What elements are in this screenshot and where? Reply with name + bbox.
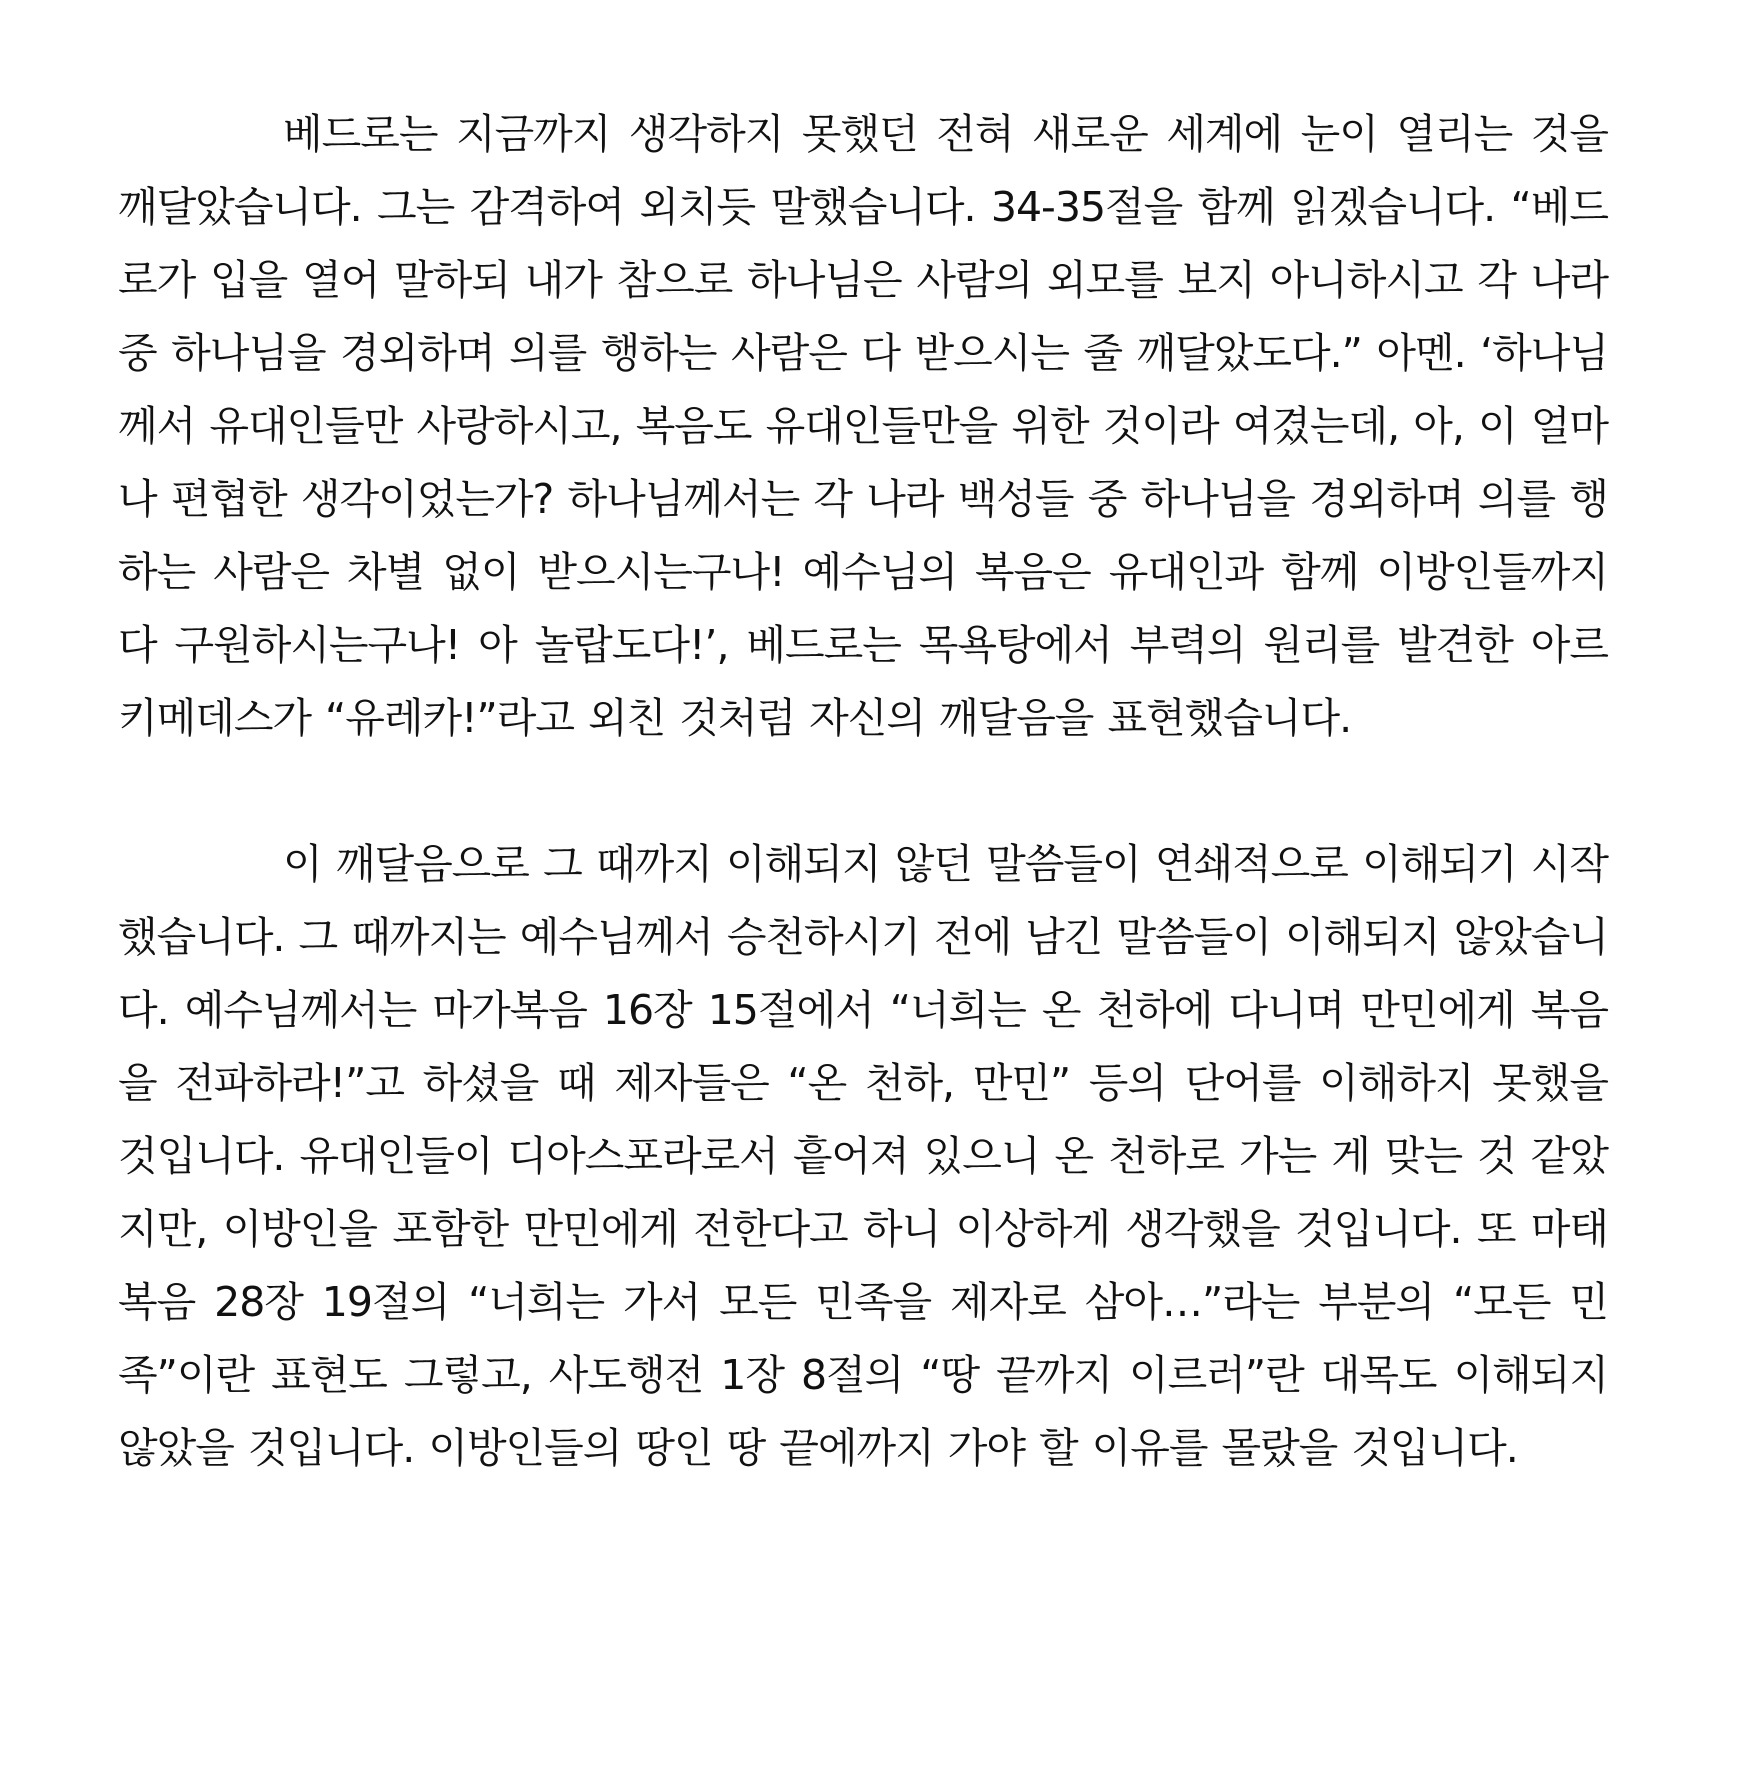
paragraph-1: 베드로는 지금까지 생각하지 못했던 전혀 새로운 세계에 눈이 열리는 것을 깨달았습니다. 그는 감격하여 외치듯 말했습니다. 34-35절을 함께 읽겠습니다. “베드로가 입을 열어 말하되 내가 참으로 하나님은 사람의 외모를 보지 아니하시고 각 나라 중 하나님을 경외하며 의를 행하는 사람은 다 받으시는 줄 깨달았도다.” 아멘. ‘하나님께서 유대인들만 사랑하시고, 복음도 유대인들만을 위한 것이라 여겼는데, 아, 이 얼마나 편협한 생각이었는가? 하나님께서는 각 나라 백성들 중 하나님을 경외하며 의를 행하는 사람은 차별 없이 받으시는구나! 예수님의 복음은 유대인과 함께 이방인들까지 다 구원하시는구나! 아 놀랍도다!’, 베드로는 목욕탕에서 부력의 원리를 발견한 아르키메데스가 “유레카!”라고 외친 것처럼 자신의 깨달음을 표현했습니다. bbox=[118, 110, 1608, 742]
document-body bbox=[118, 98, 1608, 1485]
paragraph-2: 이 깨달음으로 그 때까지 이해되지 않던 말씀들이 연쇄적으로 이해되기 시작했습니다. 그 때까지는 예수님께서 승천하시기 전에 남긴 말씀들이 이해되지 않았습니다. 예수님께서는 마가복음 16장 15절에서 “너희는 온 천하에 다니며 만민에게 복음을 전파하라!”고 하셨을 때 제자들은 “온 천하, 만민” 등의 단어를 이해하지 못했을 것입니다. 유대인들이 디아스포라로서 흩어져 있으니 온 천하로 가는 게 맞는 것 같았지만, 이방인을 포함한 만민에게 전한다고 하니 이상하게 생각했을 것입니다. 또 마태복음 28장 19절의 “너희는 가서 모든 민족을 제자로 삼아…”라는 부분의 “모든 민족”이란 표현도 그렇고, 사도행전 1장 8절의 “땅 끝까지 이르러”란 대목도 이해되지 않았을 것입니다. 이방인들의 땅인 땅 끝에까지 가야 할 이유를 몰랐을 것입니다. bbox=[118, 840, 1608, 1472]
